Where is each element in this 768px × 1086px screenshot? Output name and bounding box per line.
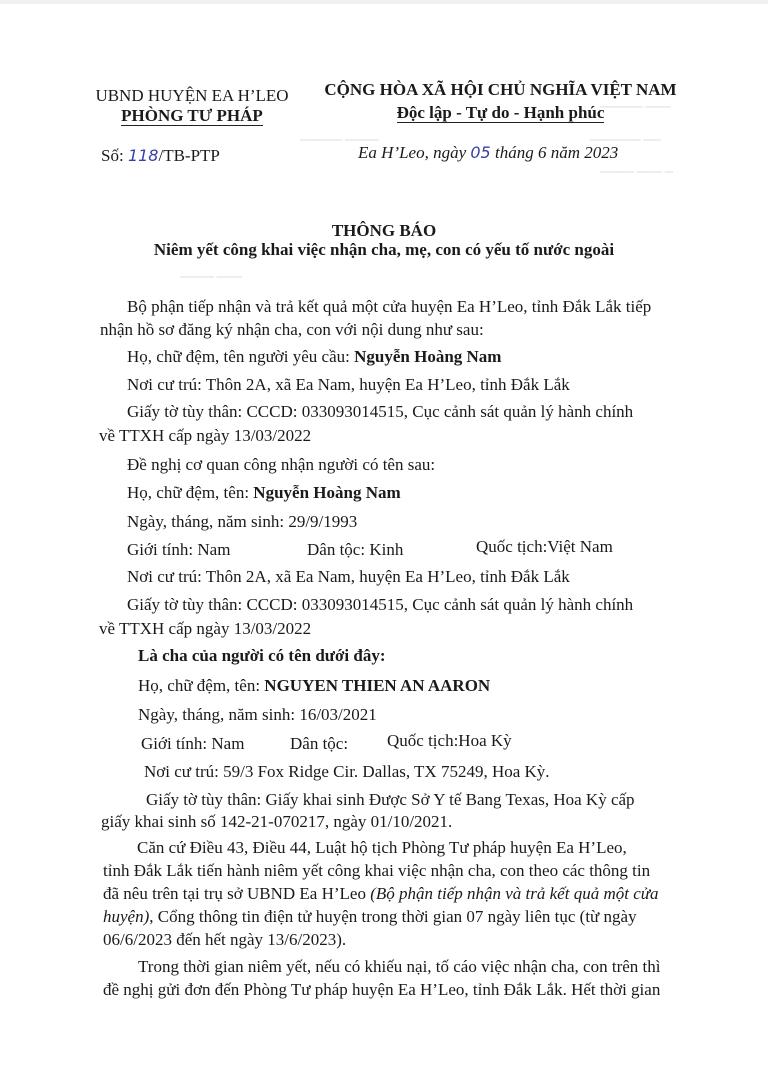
child-dob: Ngày, tháng, năm sinh: 16/03/2021 [138,705,377,724]
handwritten-number: 118 [127,146,159,165]
legal-basis: tỉnh Đắk Lắk tiến hành niêm yết công khai việc nhận cha, con theo các thông tin [103,861,651,880]
father-id-cont: về TTXH cấp ngày 13/03/2022 [99,619,312,638]
org-department: PHÒNG TƯ PHÁP [121,106,263,125]
father-dob: Ngày, tháng, năm sinh: 29/9/1993 [127,512,358,531]
child-name: Họ, chữ đệm, tên: NGUYEN THIEN AN AARON [138,676,491,695]
requester-id-cont: về TTXH cấp ngày 13/03/2022 [99,426,312,445]
doc-number: Số: 118/TB-PTP [101,146,220,165]
requester-id: Giấy tờ tùy thân: CCCD: 033093014515, Cục cảnh sát quản lý hành chính [127,402,634,421]
doc-date: Ea H’Leo, ngày 05 tháng 6 năm 2023 [358,143,619,162]
scan-edge [0,0,768,4]
bleed-through-text: ▁▁▁▁ ▁▁▁ [180,266,242,278]
intro-line: nhận hồ sơ đăng ký nhận cha, con với nội dung như sau: [100,320,484,339]
requester-residence: Nơi cư trú: Thôn 2A, xã Ea Nam, huyện Ea H’Leo, tỉnh Đắk Lắk [127,375,570,394]
legal-basis: Căn cứ Điều 43, Điều 44, Luật hộ tịch Phòng Tư pháp huyện Ea H’Leo, [137,838,627,857]
father-ethnicity: Dân tộc: Kinh [307,540,404,559]
bleed-through-text: ▁▁▁▁▁▁ ▁▁ [590,129,661,141]
father-nationality: Quốc tịch:Việt Nam [476,537,613,556]
intro-line: Bộ phận tiếp nhận và trả kết quả một cửa huyện Ea H’Leo, tỉnh Đắk Lắk tiếp [127,297,652,316]
father-gender: Giới tính: Nam [127,540,231,559]
bleed-through-text: ▁▁▁▁ ▁▁▁ ▁ [600,161,674,173]
bleed-through-text: ▁▁▁▁▁ ▁▁▁ [600,96,671,108]
child-id-cont: giấy khai sinh số 142-21-070217, ngày 01/10/2021. [101,812,453,831]
doc-title: THÔNG BÁO [331,221,437,240]
child-heading: Là cha của người có tên dưới đây: [138,646,386,665]
father-id: Giấy tờ tùy thân: CCCD: 033093014515, Cục cảnh sát quản lý hành chính [127,595,634,614]
nation-name: CỘNG HÒA XÃ HỘI CHỦ NGHĨA VIỆT NAM [324,80,677,99]
handwritten-day: 05 [470,143,491,162]
complaint-notice: Trong thời gian niêm yết, nếu có khiếu nại, tố cáo việc nhận cha, con trên thì [138,957,661,976]
legal-basis: huyện), Cổng thông tin điện tử huyện trong thời gian 07 ngày liên tục (từ ngày [103,907,637,926]
legal-basis: 06/6/2023 đến hết ngày 13/6/2023). [103,930,347,949]
legal-basis: đã nêu trên tại trụ sở UBND Ea H’Leo (Bộ phận tiếp nhận và trả kết quả một cửa [103,884,659,903]
father-residence: Nơi cư trú: Thôn 2A, xã Ea Nam, huyện Ea H’Leo, tỉnh Đắk Lắk [127,567,570,586]
complaint-notice: đề nghị gửi đơn đến Phòng Tư pháp huyện Ea H’Leo, tỉnh Đắk Lắk. Hết thời gian [103,980,661,999]
child-residence: Nơi cư trú: 59/3 Fox Ridge Cir. Dallas, TX 75249, Hoa Kỳ. [144,762,550,781]
request-line: Đề nghị cơ quan công nhận người có tên sau: [127,455,436,474]
bleed-through-text: ▁▁▁▁▁ ▁▁▁▁ [300,129,379,141]
child-nationality: Quốc tịch:Hoa Kỳ [387,731,512,750]
nation-motto: Độc lập - Tự do - Hạnh phúc [396,103,605,122]
child-id: Giấy tờ tùy thân: Giấy khai sinh Được Sở Y tế Bang Texas, Hoa Kỳ cấp [146,790,635,809]
child-ethnicity: Dân tộc: [290,734,349,753]
child-gender: Giới tính: Nam [141,734,245,753]
requester-name: Họ, chữ đệm, tên người yêu cầu: Nguyễn Hoàng Nam [127,347,502,366]
org-name: UBND HUYỆN EA H’LEO [95,86,289,105]
father-name: Họ, chữ đệm, tên: Nguyễn Hoàng Nam [127,483,401,502]
doc-subtitle: Niêm yết công khai việc nhận cha, mẹ, con có yếu tố nước ngoài [153,240,615,259]
